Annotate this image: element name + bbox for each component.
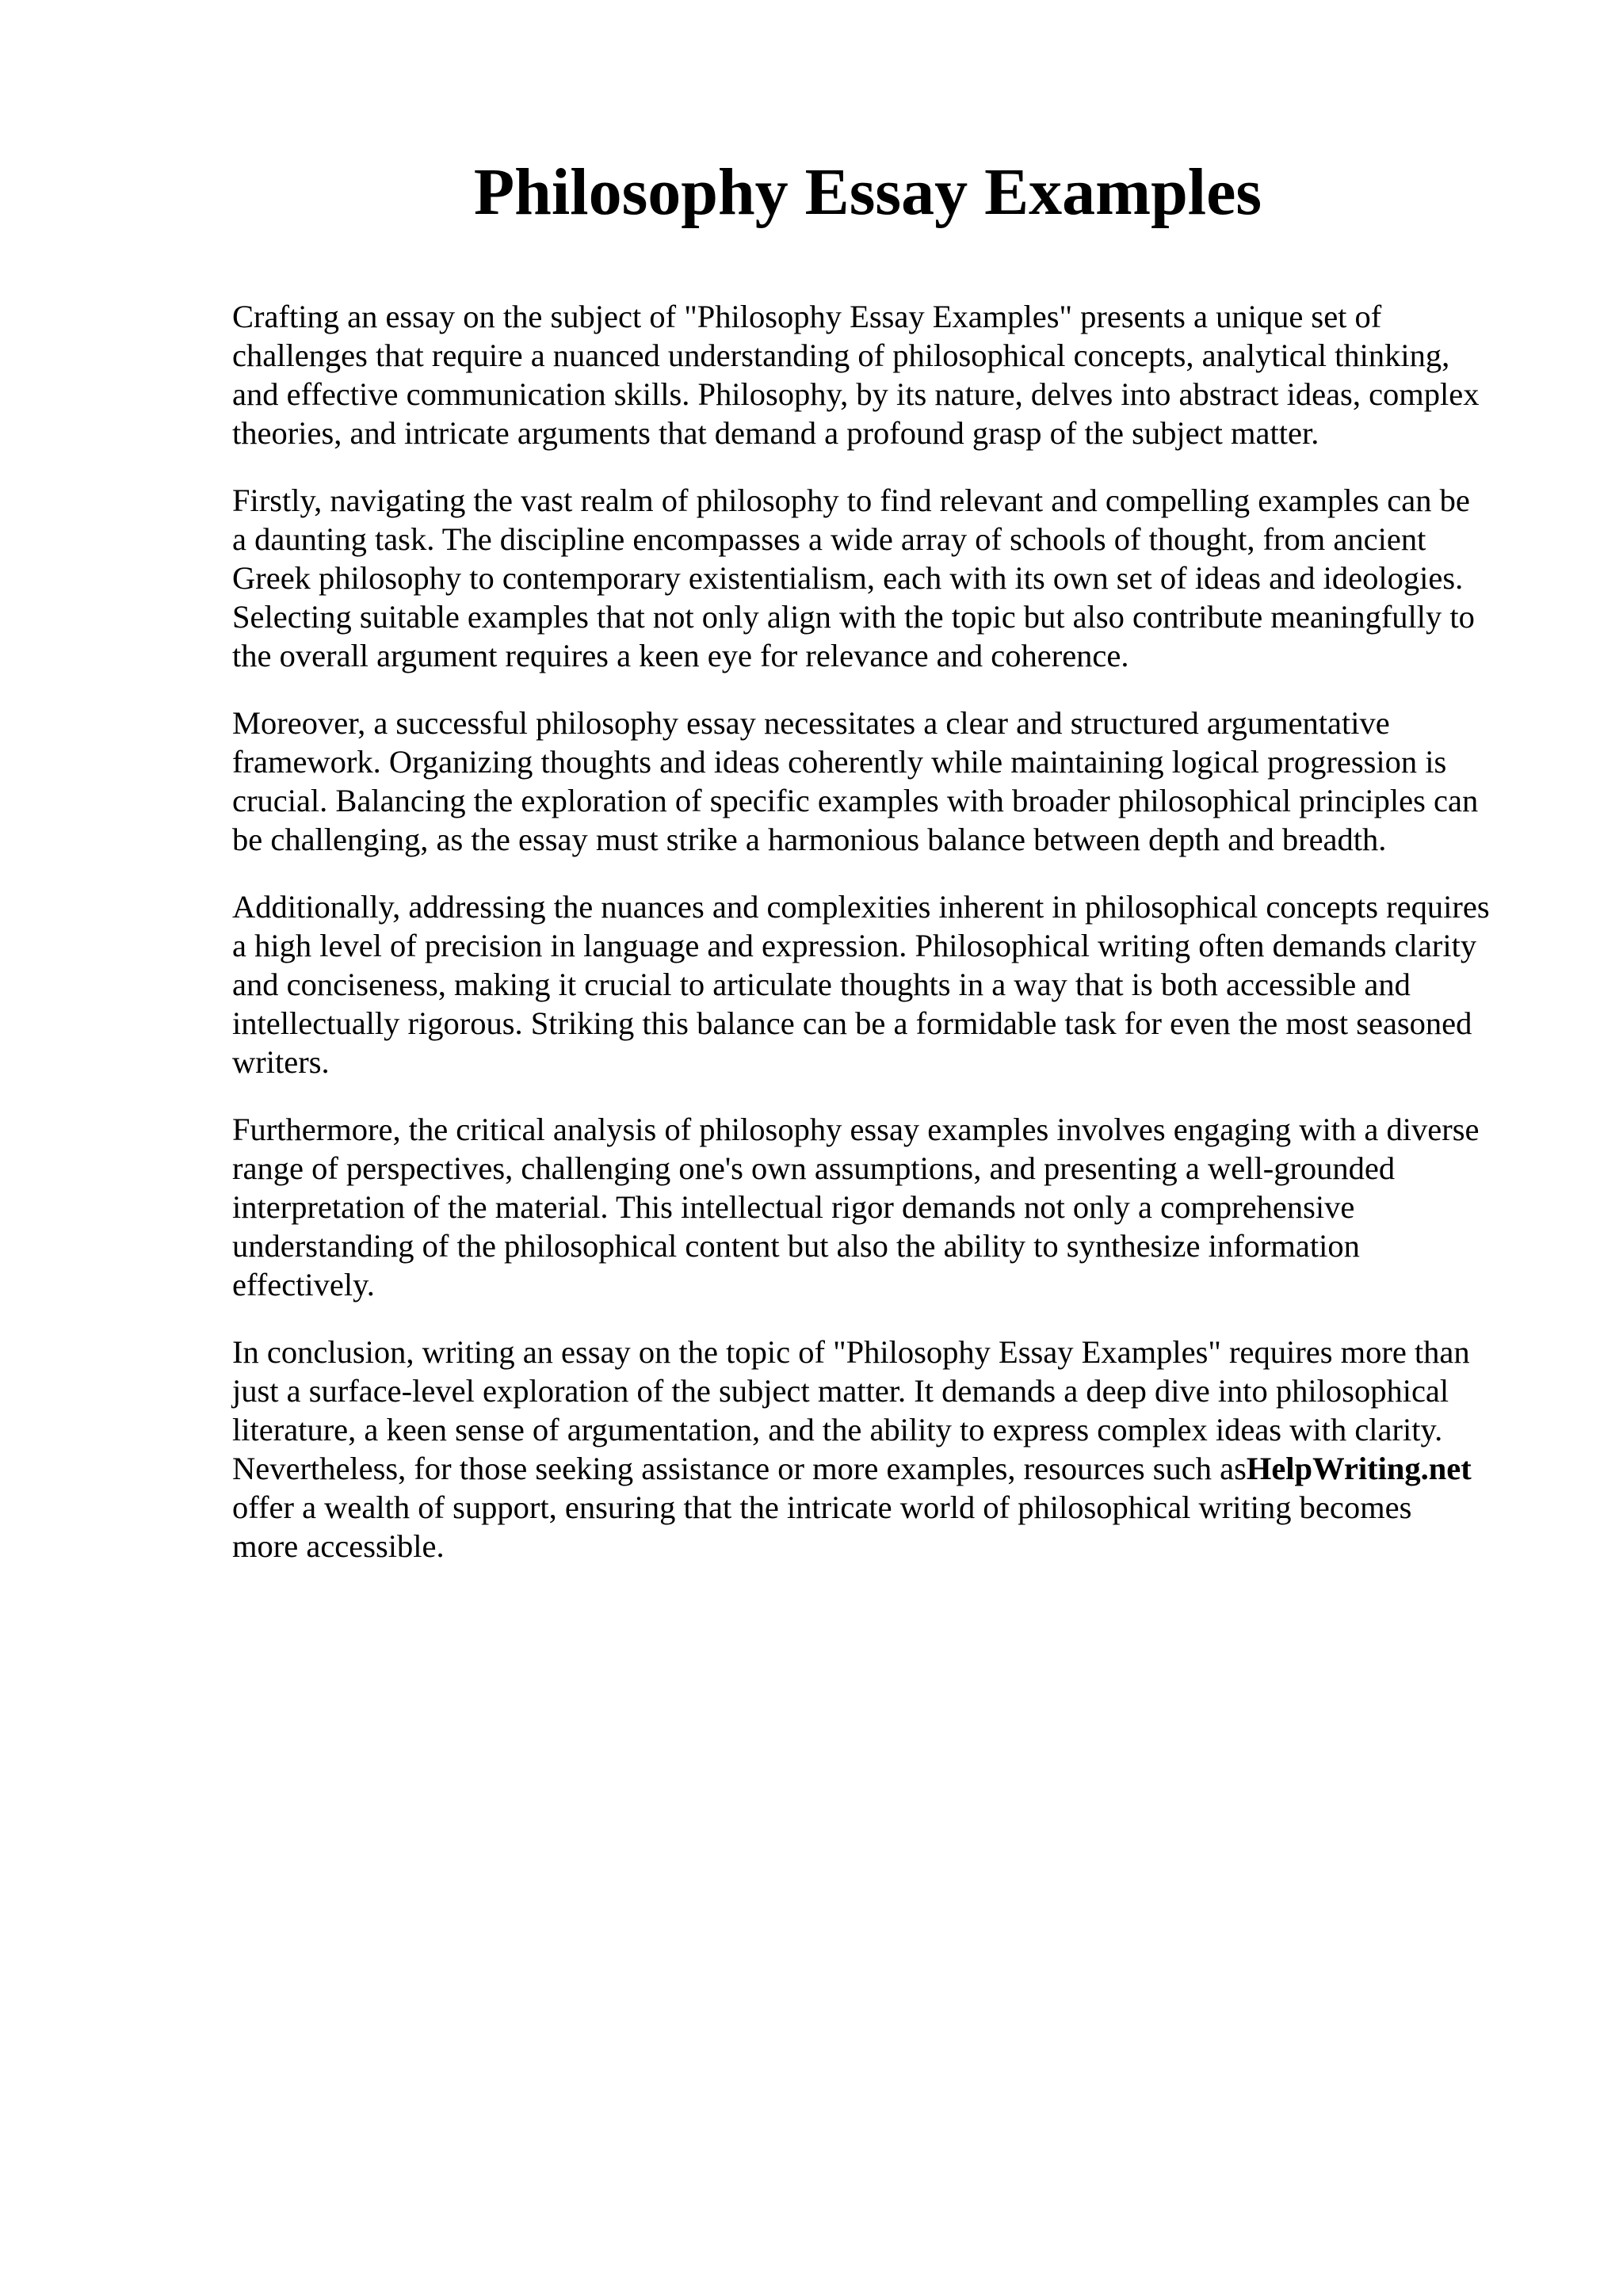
text-line: effectively. <box>232 1267 375 1302</box>
text-line: literature, a keen sense of argumentation, and the ability to express complex ideas with clarity. <box>232 1412 1443 1447</box>
text-line: In conclusion, writing an essay on the topic of "Philosophy Essay Examples" requires more than <box>232 1334 1470 1370</box>
text-line: crucial. Balancing the exploration of specific examples with broader philosophical principles can <box>232 783 1479 818</box>
text-line: Crafting an essay on the subject of "Philosophy Essay Examples" presents a unique set of <box>232 299 1382 334</box>
text-line: understanding of the philosophical content but also the ability to synthesize information <box>232 1228 1360 1264</box>
text-line: intellectually rigorous. Striking this balance can be a formidable task for even the most seasoned <box>232 1005 1472 1041</box>
text-line: Selecting suitable examples that not only align with the topic but also contribute meaningfully to <box>232 599 1475 635</box>
paragraph-conclusion <box>232 1333 1579 1566</box>
paragraph-intro <box>232 297 1579 452</box>
paragraph-furthermore <box>232 1110 1579 1304</box>
text-line: Additionally, addressing the nuances and complexities inherent in philosophical concepts requires <box>232 889 1490 925</box>
text-line: the overall argument requires a keen eye for relevance and coherence. <box>232 638 1129 673</box>
paragraph-firstly <box>232 481 1579 675</box>
text-line: range of perspectives, challenging one's own assumptions, and presenting a well-grounded <box>232 1150 1396 1186</box>
text-line: be challenging, as the essay must strike a harmonious balance between depth and breadth. <box>232 822 1387 857</box>
text-line: Firstly, navigating the vast realm of philosophy to find relevant and compelling examples can be <box>232 482 1470 518</box>
text-line: interpretation of the material. This intellectual rigor demands not only a comprehensive <box>232 1189 1355 1225</box>
text-line: and conciseness, making it crucial to articulate thoughts in a way that is both accessible and <box>232 967 1411 1002</box>
text-line-with-brand <box>232 1449 1579 1488</box>
text-line: writers. <box>232 1044 330 1080</box>
text-line: a daunting task. The discipline encompasses a wide array of schools of thought, from ancient <box>232 521 1426 557</box>
text-line: challenges that require a nuanced understanding of philosophical concepts, analytical thinking, <box>232 338 1450 373</box>
text-line: more accessible. <box>232 1528 445 1564</box>
text-line: just a surface-level exploration of the subject matter. It demands a deep dive into philosophical <box>232 1373 1449 1409</box>
text-segment: Nevertheless, for those seeking assistance or more examples, resources such as <box>232 1451 1247 1486</box>
text-line: a high level of precision in language and expression. Philosophical writing often demands clarity <box>232 928 1477 963</box>
text-line: Greek philosophy to contemporary existentialism, each with its own set of ideas and ideologies. <box>232 560 1464 596</box>
text-line: Moreover, a successful philosophy essay necessitates a clear and structured argumentative <box>232 705 1390 741</box>
page-title: Philosophy Essay Examples <box>473 155 1262 229</box>
text-line: and effective communication skills. Philosophy, by its nature, delves into abstract ideas, complex <box>232 376 1480 412</box>
brand-name: HelpWriting.net <box>1246 1451 1472 1486</box>
text-line: framework. Organizing thoughts and ideas coherently while maintaining logical progression is <box>232 744 1447 780</box>
text-line: offer a wealth of support, ensuring that the intricate world of philosophical writing becomes <box>232 1489 1412 1525</box>
paragraph-moreover <box>232 704 1579 859</box>
essay-body <box>232 297 1579 1566</box>
paragraph-additionally <box>232 887 1579 1081</box>
text-line: theories, and intricate arguments that demand a profound grasp of the subject matter. <box>232 415 1319 451</box>
text-line: Furthermore, the critical analysis of philosophy essay examples involves engaging with a diverse <box>232 1112 1480 1147</box>
